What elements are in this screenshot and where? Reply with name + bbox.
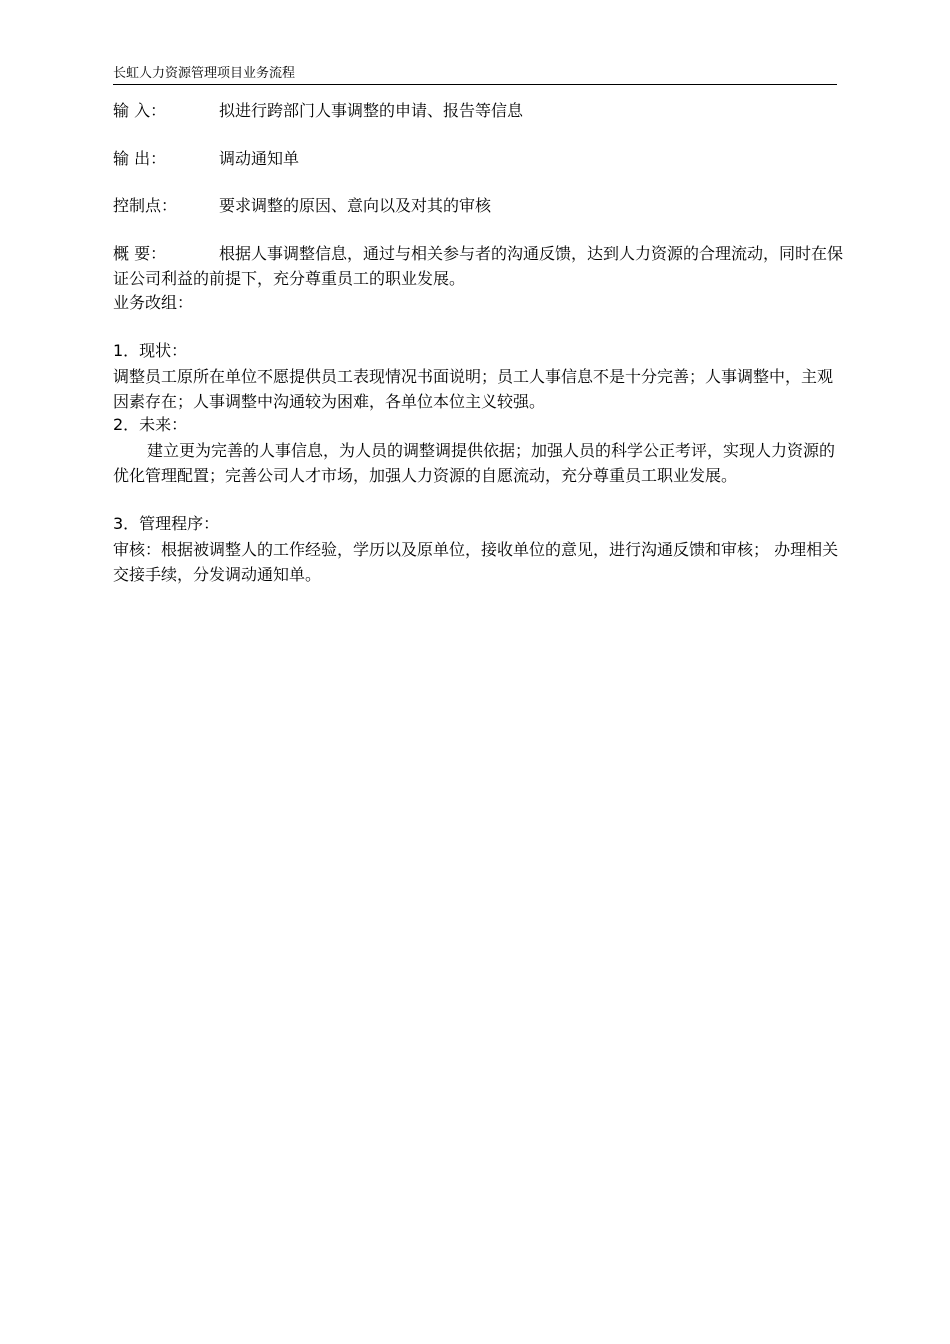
status-heading: 1．现状： (113, 341, 188, 360)
output-label: 输 出： (113, 149, 167, 168)
summary-value: 根据人事调整信息，通过与相关参与者的沟通反馈，达到人力资源的合理流动，同时在保证公司利益的前提下，充分尊重员工的职业发展。 (113, 244, 844, 288)
control-label: 控制点： (113, 196, 178, 215)
summary-label: 概 要： (113, 244, 167, 263)
status-paragraph: 调整员工原所在单位不愿提供员工表现情况书面说明；员工人事信息不是十分完善；人事调整中，主观因素存在；人事调整中沟通较为困难，各单位本位主义较强。 (113, 367, 834, 411)
output-field-row (113, 147, 299, 171)
output-value: 调动通知单 (219, 149, 300, 168)
header-title: 长虹人力资源管理项目业务流程 (113, 66, 296, 81)
procedure-heading: 3．管理程序： (113, 514, 220, 533)
page-header (113, 64, 837, 85)
input-value: 拟进行跨部门人事调整的申请、报告等信息 (219, 101, 524, 120)
future-heading: 2．未来： (113, 415, 188, 434)
procedure-paragraph: 审核：根据被调整人的工作经验，学历以及原单位，接收单位的意见，进行沟通反馈和审核； 办理相关交接手续，分发调动通知单。 (113, 540, 839, 584)
future-paragraph: 建立更为完善的人事信息，为人员的调整调提供依据；加强人员的科学公正考评，实现人力资源的优化管理配置；完善公司人才市场，加强人力资源的自愿流动，充分尊重员工职业发展。 (113, 441, 836, 485)
summary-field-row (113, 241, 845, 291)
input-label: 输 入： (113, 101, 167, 120)
input-field-row (113, 99, 523, 123)
control-value: 要求调整的原因、意向以及对其的审核 (219, 196, 492, 215)
control-field-row (113, 194, 491, 218)
reorg-title: 业务改组： (113, 293, 194, 312)
